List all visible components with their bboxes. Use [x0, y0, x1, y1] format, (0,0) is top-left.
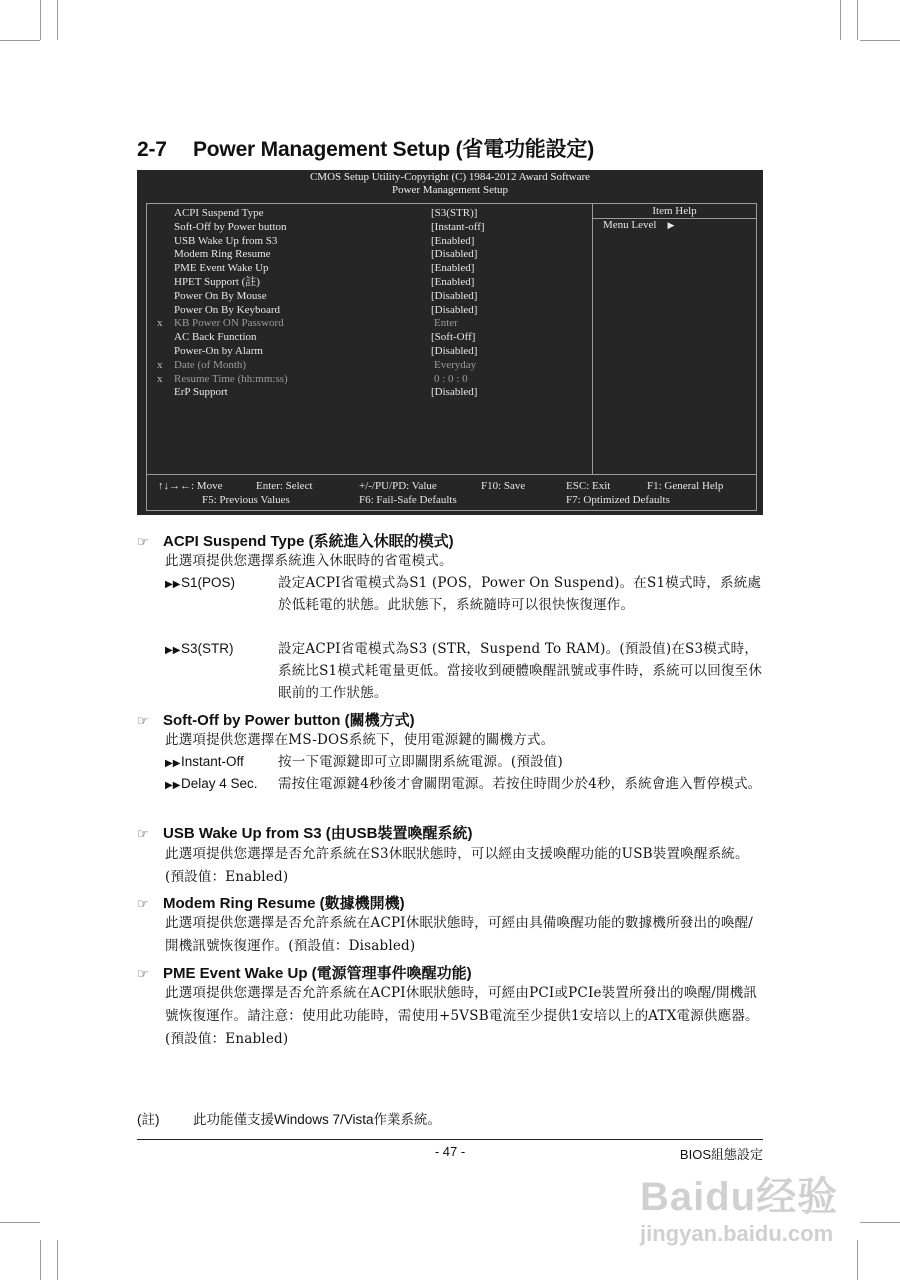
bios-setting-value[interactable]: [Soft-Off]	[431, 331, 476, 344]
crop-mark	[840, 0, 841, 40]
locked-marker: x	[157, 372, 163, 385]
crop-mark	[0, 40, 40, 41]
bios-setting-value[interactable]: [Disabled]	[431, 345, 478, 357]
double-arrow-icon: ▶▶	[165, 780, 181, 791]
watermark-url: jingyan.baidu.com	[640, 1221, 834, 1246]
menu-level-arrow-icon: ▶	[667, 220, 675, 230]
crop-mark	[40, 0, 41, 40]
section-number: 2-7	[137, 138, 167, 161]
item-help-title: Item Help	[593, 204, 756, 219]
option-desc-s1: 設定ACPI省電模式為S1 (POS，Power On Suspend)。在S1模式時，系統處於低耗電的狀態。此狀態下，系統隨時可以很快恢復運作。	[278, 575, 762, 613]
key-optimized: F7: Optimized Defaults	[566, 494, 670, 506]
crop-mark	[40, 1240, 41, 1280]
page-number: - 47 -	[434, 1144, 466, 1159]
bios-settings-panel	[146, 203, 757, 475]
crop-mark	[857, 0, 858, 40]
bios-setting-value[interactable]: [S3(STR)]	[431, 207, 478, 219]
bios-header	[137, 170, 763, 197]
item-desc-acpi: 此選項提供您選擇系統進入休眠時的省電模式。	[165, 553, 453, 569]
pointing-hand-icon: ☞	[137, 896, 149, 911]
pointing-hand-icon: ☞	[137, 826, 149, 841]
item-title-softoff	[137, 709, 415, 730]
menu-level-label: Menu Level	[603, 219, 657, 231]
item-title-usb	[137, 822, 472, 843]
locked-marker: x	[157, 358, 163, 371]
locked-marker: x	[157, 317, 163, 330]
key-previous-values: F5: Previous Values	[202, 494, 290, 506]
bios-setting-label: KB Power ON Password	[174, 317, 284, 330]
double-arrow-icon: ▶▶	[165, 579, 181, 590]
bios-setting-label: Power On By Keyboard	[174, 303, 281, 316]
menu-level	[603, 218, 674, 232]
bios-divider	[592, 204, 593, 474]
key-value: +/-/PU/PD: Value	[359, 480, 437, 492]
bios-setting-label: Soft-Off by Power button	[174, 220, 287, 233]
bios-setting-value: Enter	[434, 317, 458, 330]
bios-setting-label: HPET Support (註)	[174, 276, 260, 288]
key-select: Enter: Select	[256, 480, 313, 492]
bios-setting-label: ErP Support	[174, 386, 228, 399]
bios-copyright: CMOS Setup Utility-Copyright (C) 1984-2012 Award Software	[309, 171, 591, 183]
crop-mark	[860, 1222, 900, 1223]
bios-menu-title: Power Management Setup	[391, 184, 509, 196]
option-label: Instant-Off	[181, 754, 244, 769]
footnote	[137, 1108, 441, 1128]
option-desc-s3: 設定ACPI省電模式為S3 (STR，Suspend To RAM)。(預設值)在S3模式時，系統比S1模式耗電量更低。當接收到硬體喚醒訊號或事件時，系統可以回復至休眠前的工作狀態。	[278, 641, 763, 701]
option-label: Delay 4 Sec.	[181, 776, 258, 791]
bios-setting-value: 0 : 0 : 0	[434, 372, 468, 385]
section-title-text: Power Management Setup (省電功能設定)	[193, 138, 595, 161]
bios-key-legend	[146, 473, 757, 511]
bios-setting-label: Power On By Mouse	[174, 289, 267, 302]
key-general-help: F1: General Help	[647, 480, 724, 492]
bios-setting-value[interactable]: [Enabled]	[431, 262, 475, 275]
crop-mark	[57, 1240, 58, 1280]
item-title-acpi	[137, 530, 454, 551]
chapter-name: BIOS組態設定	[679, 1147, 763, 1162]
option-desc-delay: 需按住電源鍵4秒後才會關閉電源。若按住時間少於4秒，系統會進入暫停模式。	[278, 776, 762, 792]
bios-setting-label: Date (of Month)	[174, 358, 247, 371]
item-desc-modem: 此選項提供您選擇是否允許系統在ACPI休眠狀態時，可經由具備喚醒功能的數據機所發出的喚醒/開機訊號恢復運作。(預設值：Disabled)	[165, 915, 754, 954]
bios-setting-value[interactable]: [Disabled]	[431, 248, 478, 261]
bios-setting-label: Resume Time (hh:mm:ss)	[174, 372, 288, 385]
item-title-text: PME Event Wake Up (電源管理事件喚醒功能)	[163, 965, 472, 982]
pointing-hand-icon: ☞	[137, 534, 149, 549]
item-title-pme	[137, 962, 472, 983]
key-save: F10: Save	[481, 480, 526, 492]
double-arrow-icon: ▶▶	[165, 645, 181, 656]
option-key-s3	[165, 641, 234, 656]
bios-setting-value: Everyday	[434, 358, 477, 371]
bios-setting-label: USB Wake Up from S3	[174, 234, 278, 247]
bios-setting-value[interactable]: [Disabled]	[431, 386, 478, 399]
bios-setting-value[interactable]: [Disabled]	[431, 303, 478, 316]
option-key-s1	[165, 575, 235, 590]
pointing-hand-icon: ☞	[137, 966, 149, 981]
footer-rule	[137, 1139, 763, 1140]
bios-setting-label: Modem Ring Resume	[174, 248, 271, 261]
footnote-tag: (註)	[137, 1112, 160, 1127]
item-desc-usb: 此選項提供您選擇是否允許系統在S3休眠狀態時，可以經由支援喚醒功能的USB裝置喚醒系統。(預設值：Enabled)	[165, 846, 749, 885]
item-title-text: ACPI Suspend Type (系統進入休眠的模式)	[163, 533, 454, 550]
option-key-instant-off	[165, 754, 244, 769]
key-fail-safe: F6: Fail-Safe Defaults	[359, 494, 457, 506]
double-arrow-icon: ▶▶	[165, 758, 181, 769]
option-key-delay	[165, 776, 258, 791]
bios-setting-value[interactable]: [Enabled]	[431, 234, 475, 247]
crop-mark	[860, 40, 900, 41]
pointing-hand-icon: ☞	[137, 713, 149, 728]
footnote-text: 此功能僅支援Windows 7/Vista作業系統。	[193, 1112, 442, 1127]
item-title-text: Soft-Off by Power button (關機方式)	[163, 712, 415, 729]
bios-setting-value[interactable]: [Enabled]	[431, 276, 475, 288]
item-desc-softoff: 此選項提供您選擇在MS-DOS系統下，使用電源鍵的關機方式。	[165, 732, 555, 748]
bios-setting-label: AC Back Function	[174, 331, 257, 344]
crop-mark	[57, 0, 58, 40]
option-desc-instant-off: 按一下電源鍵即可立即關閉系統電源。(預設值)	[278, 754, 563, 770]
bios-setting-value[interactable]: [Disabled]	[431, 289, 478, 302]
bios-setting-value[interactable]: [Instant-off]	[431, 220, 485, 233]
crop-mark	[0, 1222, 40, 1223]
item-title-text: USB Wake Up from S3 (由USB裝置喚醒系統)	[163, 825, 473, 842]
key-move: ↑↓→←: Move	[158, 480, 223, 492]
option-label: S1(POS)	[181, 575, 236, 590]
bios-screen	[137, 170, 763, 515]
bios-setting-label: ACPI Suspend Type	[174, 207, 264, 219]
item-desc-pme: 此選項提供您選擇是否允許系統在ACPI休眠狀態時，可經由PCI或PCIe裝置所發出的喚醒/開機訊號恢復運作。請注意：使用此功能時，需使用+5VSB電流至少提供1安培以上的ATX電源供應器。(預設值：Enabled)	[165, 985, 759, 1047]
bios-setting-label: Power-On by Alarm	[174, 345, 263, 357]
watermark-main: Baidu经验	[640, 1175, 839, 1219]
bios-setting-label: PME Event Wake Up	[174, 262, 269, 275]
section-title	[137, 133, 594, 163]
item-title-text: Modem Ring Resume (數據機開機)	[163, 895, 405, 912]
key-exit: ESC: Exit	[566, 480, 611, 492]
watermark-logo	[640, 1165, 860, 1275]
item-title-modem	[137, 892, 405, 913]
option-label: S3(STR)	[181, 641, 234, 656]
